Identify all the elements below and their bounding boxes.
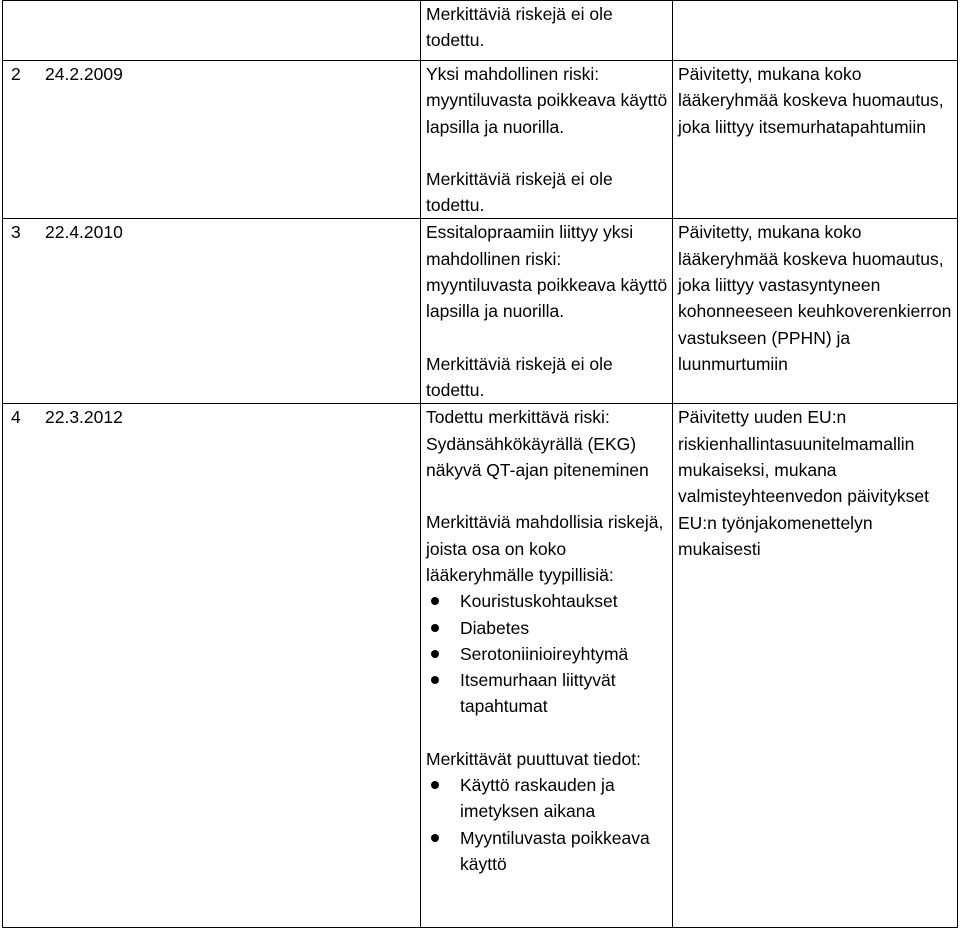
missing-info-list: [426, 772, 668, 877]
bullet-icon: [431, 597, 439, 605]
finding-text: Merkittäviä riskejä ei ole todettu.: [426, 4, 613, 51]
version-date: 24.2.2009: [45, 64, 123, 84]
list-item: [426, 588, 668, 614]
finding-text: Todettu merkittävä riski: Sydänsähkökäyrällä (EKG) näkyvä QT-ajan piteneminen: [426, 407, 649, 481]
list-item-text: Diabetes: [460, 617, 530, 638]
findings-cell: [421, 61, 673, 219]
risk-list: [426, 588, 668, 719]
finding-text: Merkittäviä riskejä ei ole todettu.: [426, 168, 613, 216]
version-number: 3: [11, 222, 21, 243]
change-cell: [673, 1, 958, 61]
bullet-icon: [431, 834, 439, 842]
list-item-text: Itsemurhaan liittyvät tapahtumat: [460, 670, 616, 717]
bullet-icon: [431, 781, 439, 789]
version-date-cell: [3, 404, 421, 928]
change-cell: [673, 404, 958, 928]
finding-text: Yksi mahdollinen riski: myyntiluvasta poikkeava käyttö lapsilla ja nuorilla.: [426, 64, 668, 137]
change-cell: [673, 219, 958, 404]
version-date-cell: [3, 61, 421, 219]
table-row: [3, 1, 958, 61]
version-date: 22.3.2012: [45, 407, 123, 428]
version-date-cell: [3, 1, 421, 61]
change-cell: [673, 61, 958, 219]
findings-cell: [421, 1, 673, 61]
bullet-icon: [431, 650, 439, 658]
findings-cell: [421, 404, 673, 928]
finding-text: Merkittävät puuttuvat tiedot:: [426, 748, 641, 769]
list-item: [426, 641, 668, 667]
version-number: 2: [11, 64, 21, 84]
version-number: 4: [11, 407, 21, 428]
bullet-icon: [431, 676, 439, 684]
list-item-text: Kouristuskohtaukset: [460, 591, 618, 612]
table-row: [3, 219, 958, 404]
list-item: [426, 772, 668, 825]
bullet-icon: [431, 624, 439, 632]
list-item: [426, 825, 668, 878]
version-date: 22.4.2010: [45, 222, 123, 243]
version-date-cell: [3, 219, 421, 404]
list-item: [426, 667, 668, 720]
finding-text: Merkittäviä mahdollisia riskejä, joista osa on koko lääkeryhmälle tyypillisiä:: [426, 512, 664, 585]
change-text: Päivitetty, mukana koko lääkeryhmää koskeva huomautus, joka liittyy vastasyntyneen kohonneeseen keuhkoverenkierron vastukseen (PPHN) ja luunmurtumiin: [678, 222, 952, 374]
list-item-text: Käyttö raskauden ja imetyksen aikana: [460, 775, 615, 822]
list-item-text: Serotoniinioireyhtymä: [460, 643, 629, 664]
table-row: [3, 404, 958, 928]
finding-text: Essitalopraamiin liittyy yksi mahdollinen riski: myyntiluvasta poikkeava käyttö lapsilla ja nuorilla.: [426, 222, 668, 322]
findings-cell: [421, 219, 673, 404]
change-text: Päivitetty, mukana koko lääkeryhmää koskeva huomautus, joka liittyy itsemurhatapahtumiin: [678, 64, 944, 137]
list-item-text: Myyntiluvasta poikkeava käyttö: [460, 827, 650, 874]
finding-text: Merkittäviä riskejä ei ole todettu.: [426, 353, 613, 400]
risk-management-table: [2, 0, 958, 928]
table-row: [3, 61, 958, 219]
list-item: [426, 615, 668, 641]
change-text: Päivitetty uuden EU:n riskienhallintasuunitelmamallin mukaiseksi, mukana valmisteyhteenvedon päivitykset EU:n työnjakomenettelyn mukaisesti: [678, 407, 929, 559]
